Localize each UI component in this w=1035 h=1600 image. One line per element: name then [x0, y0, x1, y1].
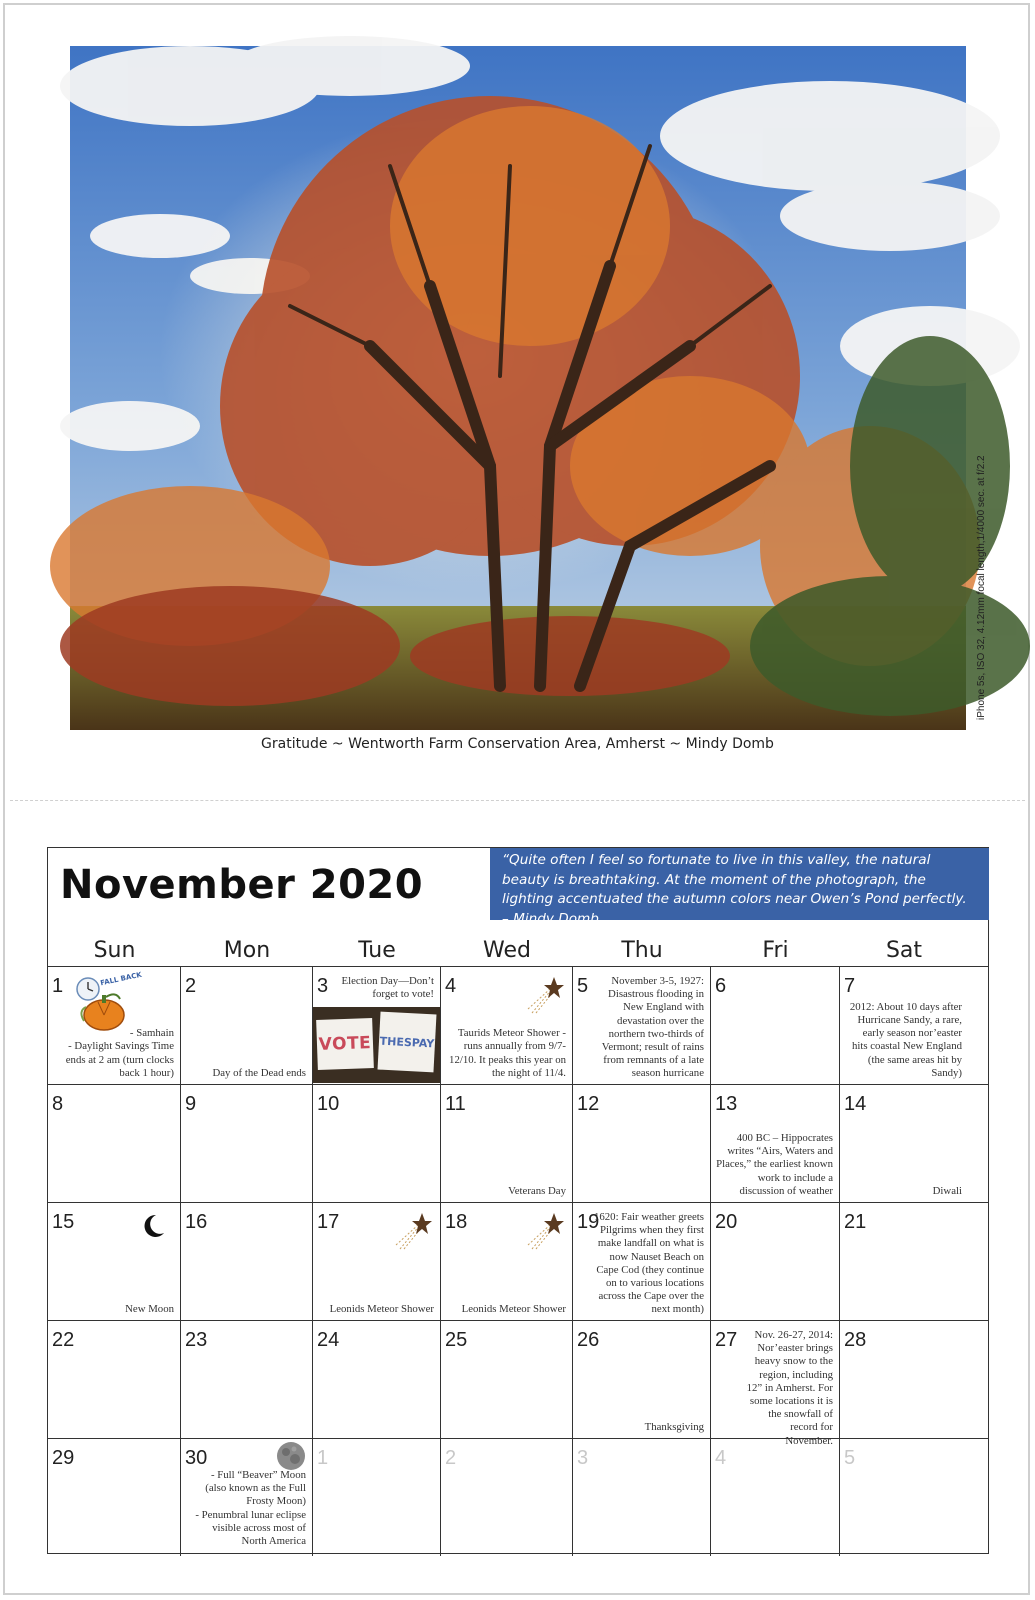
day-cell: [711, 1085, 840, 1202]
day-cell: [840, 1321, 968, 1438]
day-cell: [441, 1439, 573, 1556]
day-cell: [441, 967, 573, 1084]
day-number: 6: [715, 975, 727, 997]
day-note: Nov. 26-27, 2014: Nor’easter brings heavy snow to the region, including 12” in Amherst. For some locations it is the snowfall of record for November.: [746, 1329, 833, 1447]
crescent-moon-icon: [140, 1213, 166, 1243]
day-note: November 3-5, 1927: Disastrous flooding in New England with devastation over the northern two-thirds of Vermont; result of rains from remnants of a late season hurricane: [601, 975, 704, 1080]
vote-signs-icon: [313, 1007, 440, 1083]
day-number: 4: [445, 975, 457, 997]
day-cell: [573, 1085, 711, 1202]
day-cell: [181, 1439, 313, 1556]
day-note: 400 BC – Hippocrates writes “Airs, Waters and Places,” the earliest known work to include a discussion of weather: [716, 1131, 833, 1197]
day-cell: [711, 1439, 840, 1556]
photo-caption: Gratitude ~ Wentworth Farm Conservation Area, Amherst ~ Mindy Domb: [261, 736, 774, 752]
calendar-week: [48, 1439, 988, 1556]
day-cell: [441, 1085, 573, 1202]
day-number: 1: [52, 975, 64, 997]
day-cell: [840, 967, 968, 1084]
day-number: 2: [185, 975, 197, 997]
calendar: [47, 847, 989, 1554]
day-number: 23: [185, 1329, 208, 1351]
day-number: 15: [52, 1211, 75, 1233]
day-note: Taurids Meteor Shower - runs annually from 9/7-12/10. It peaks this year on the night of 11/4.: [449, 1027, 566, 1079]
day-note: - Samhain - Daylight Savings Time ends at 2 am (turn clocks back 1 hour): [65, 1027, 174, 1079]
day-note: 2012: About 10 days after Hurricane Sandy, a rare, early season nor’easter hits coastal New England (the same areas hit by Sandy): [849, 1000, 962, 1079]
calendar-week: [48, 1085, 988, 1203]
day-number: 2: [445, 1447, 457, 1469]
autumn-tree-photo: [70, 46, 966, 730]
shooting-star-icon: [526, 1211, 564, 1255]
day-cell: [48, 967, 181, 1084]
day-cell: [181, 1321, 313, 1438]
day-number: 1: [317, 1447, 329, 1469]
day-cell: [48, 1085, 181, 1202]
weekday-wed: Wed: [483, 938, 531, 963]
vote-sign-left: VOTE: [316, 1018, 374, 1070]
day-note: - Full “Beaver” Moon (also known as the Full Frosty Moon) - Penumbral lunar eclipse visible across most of North America: [195, 1469, 306, 1548]
shooting-star-icon: [526, 975, 564, 1019]
day-number: 27: [715, 1329, 738, 1351]
weekday-header: [48, 936, 988, 966]
fall-back-label: FALL BACK: [99, 970, 143, 988]
day-number: 13: [715, 1093, 738, 1115]
day-cell: [48, 1203, 181, 1320]
day-number: 18: [445, 1211, 468, 1233]
day-cell: [711, 967, 840, 1084]
day-cell: [313, 1321, 441, 1438]
shooting-star-icon: [394, 1211, 432, 1255]
calendar-week: [48, 1321, 988, 1447]
day-number: 5: [844, 1447, 856, 1469]
day-cell: [711, 1203, 840, 1320]
weekday-fri: Fri: [762, 938, 789, 963]
day-cell: [711, 1321, 840, 1447]
calendar-week: [48, 1203, 988, 1321]
day-cell: [181, 967, 313, 1084]
day-number: 4: [715, 1447, 727, 1469]
day-cell: [840, 1085, 968, 1202]
day-cell: [573, 1439, 711, 1556]
day-number: 12: [577, 1093, 600, 1115]
day-cell: [441, 1203, 573, 1320]
weekday-tue: Tue: [358, 938, 396, 963]
quote-box: “Quite often I feel so fortunate to live in this valley, the natural beauty is breathtaking. At the moment of the photograph, the lighting accentuated the autumn colors near Owen’s Pond perfectly. – Mindy Domb: [490, 848, 989, 920]
day-note: 1620: Fair weather greets Pilgrims when they first make landfall on what is now Nauset Beach on Cape Cod (they continue on to various locations across the Cape over the next month): [593, 1211, 704, 1316]
photo-exif-text: iPhone 5s, ISO 32, 4.12mm focal length,1/4000 sec. at f/2.2: [976, 455, 987, 720]
day-number: 19: [577, 1211, 600, 1233]
day-number: 14: [844, 1093, 867, 1115]
fold-line: [10, 800, 1025, 801]
day-cell: [181, 1203, 313, 1320]
weekday-mon: Mon: [223, 938, 271, 963]
calendar-grid: [48, 966, 988, 1556]
day-number: 11: [445, 1093, 466, 1115]
month-title: November 2020: [60, 862, 424, 908]
day-cell: [573, 1203, 711, 1320]
day-number: 3: [317, 975, 329, 997]
day-number: 3: [577, 1447, 589, 1469]
weekday-sun: Sun: [93, 938, 136, 963]
day-number: 7: [844, 975, 856, 997]
weekday-sat: Sat: [885, 938, 923, 963]
day-note: Election Day—Don’t forget to vote!: [341, 975, 434, 1001]
day-number: 21: [844, 1211, 867, 1233]
weekday-thu: Thu: [621, 938, 663, 963]
day-number: 25: [445, 1329, 468, 1351]
vote-sign-right: THESPAY: [378, 1012, 437, 1073]
day-cell: [840, 1439, 968, 1556]
day-cell: [313, 1085, 441, 1202]
day-cell: [181, 1085, 313, 1202]
day-note: Leonids Meteor Shower: [461, 1302, 566, 1315]
day-number: 24: [317, 1329, 340, 1351]
day-cell: [573, 1321, 711, 1438]
day-cell: [313, 1203, 441, 1320]
day-number: 8: [52, 1093, 64, 1115]
day-note: New Moon: [125, 1302, 174, 1315]
day-number: 26: [577, 1329, 600, 1351]
day-number: 10: [317, 1093, 340, 1115]
day-number: 29: [52, 1447, 75, 1469]
day-number: 9: [185, 1093, 197, 1115]
day-note: Veterans Day: [508, 1184, 566, 1197]
day-cell: [48, 1321, 181, 1438]
day-number: 28: [844, 1329, 867, 1351]
day-note: Leonids Meteor Shower: [329, 1302, 434, 1315]
day-cell: [313, 1439, 441, 1556]
day-note: Diwali: [932, 1184, 962, 1197]
day-cell: [48, 1439, 181, 1556]
day-number: 16: [185, 1211, 208, 1233]
day-cell: [441, 1321, 573, 1438]
day-number: 30: [185, 1447, 208, 1469]
day-cell: [840, 1203, 968, 1320]
day-number: 22: [52, 1329, 75, 1351]
day-number: 5: [577, 975, 589, 997]
day-cell: [573, 967, 711, 1084]
day-cell: [313, 967, 441, 1084]
day-number: 17: [317, 1211, 340, 1233]
day-note: Day of the Dead ends: [212, 1066, 306, 1079]
day-note: Thanksgiving: [644, 1420, 704, 1433]
calendar-week: [48, 967, 988, 1085]
day-number: 20: [715, 1211, 738, 1233]
